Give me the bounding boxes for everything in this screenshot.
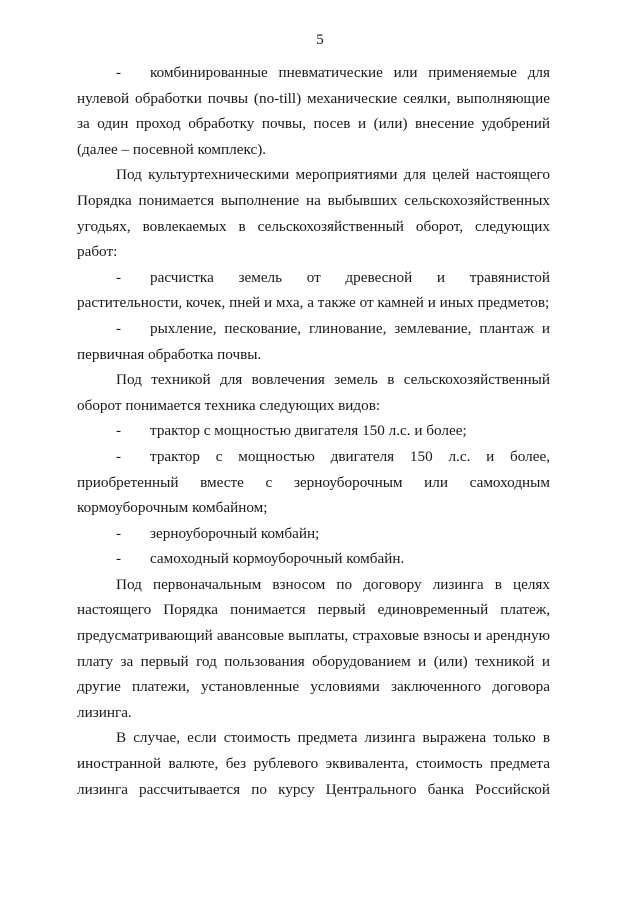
list-dash: - xyxy=(116,319,122,337)
list-item-text: трактор с мощностью двигателя 150 л.с. и более, приобретенный вместе с зерноуборочным или самоходным кормоуборочным комбайном; xyxy=(77,447,550,517)
list-item xyxy=(77,521,550,547)
list-dash: - xyxy=(116,447,122,465)
list-dash: - xyxy=(116,550,122,568)
list-item xyxy=(77,444,550,521)
list-item xyxy=(77,316,550,367)
paragraph: Под культуртехническими мероприятиями для целей настоящего Порядка понимается выполнение на выбывших сельскохозяйственных угодьях, вовлекаемых в сельскохозяйственный оборот, следующих работ: xyxy=(77,166,550,261)
list-item-text: зерноуборочный комбайн; xyxy=(150,524,320,542)
list-item-text: расчистка земель от древесной и травянистой растительности, кочек, пней и мха, а также от камней и иных предметов; xyxy=(77,268,550,312)
list-item-text: самоходный кормоуборочный комбайн. xyxy=(150,550,405,568)
page-number: 5 xyxy=(316,32,324,48)
paragraph: Под техникой для вовлечения земель в сельскохозяйственный оборот понимается техника следующих видов: xyxy=(77,371,550,414)
list-item xyxy=(77,418,550,444)
list-item xyxy=(77,546,550,572)
list-dash: - xyxy=(116,524,122,542)
list-item-text: трактор с мощностью двигателя 150 л.с. и более; xyxy=(150,422,467,440)
list-item-text: комбинированные пневматические или применяемые для нулевой обработки почвы (no-till) механические сеялки, выполняющие за один проход обработку почвы, посев и (или) внесение удобрений (далее – посевной комплекс). xyxy=(77,64,550,158)
list-item xyxy=(77,60,550,162)
list-dash: - xyxy=(116,268,122,286)
list-item xyxy=(77,265,550,316)
document-body xyxy=(77,60,550,802)
list-dash: - xyxy=(116,64,122,81)
paragraph: В случае, если стоимость предмета лизинга выражена только в иностранной валюте, без рублевого эквивалента, стоимость предмета лизинга рассчитывается по курсу Центрального банка Российской xyxy=(77,729,550,798)
list-item-text: рыхление, пескование, глинование, землевание, плантаж и первичная обработка почвы. xyxy=(77,319,550,363)
paragraph: Под первоначальным взносом по договору лизинга в целях настоящего Порядка понимается первый единовременный платеж, предусматривающий авансовые выплаты, страховые взносы и арендную плату за первый год пользования оборудованием и (или) техникой и другие платежи, установленные условиями заключенного договора лизинга. xyxy=(77,575,550,721)
list-dash: - xyxy=(116,422,122,440)
